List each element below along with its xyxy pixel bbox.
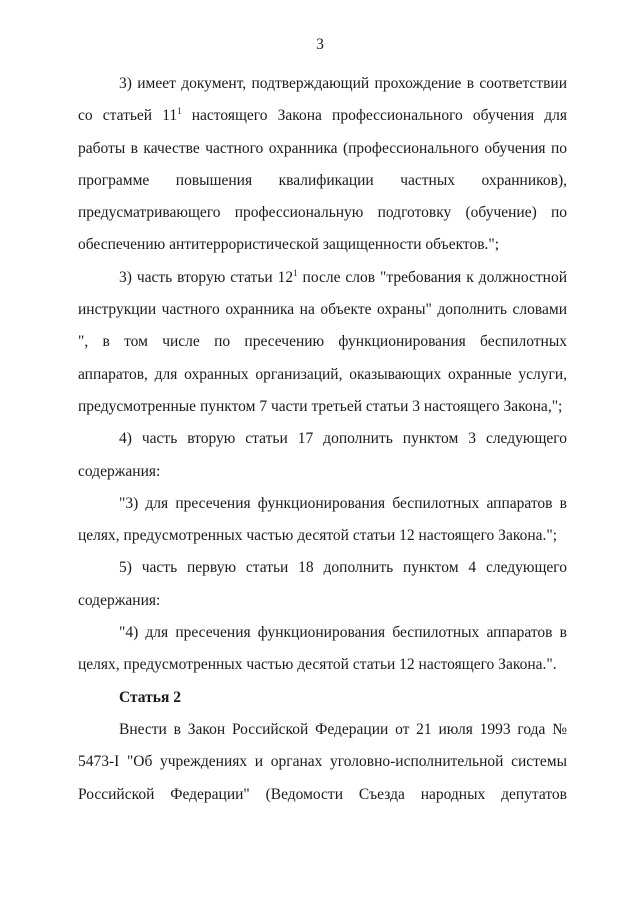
paragraph-text: 5) часть первую статьи 18 дополнить пунктом 4 следующего содержания: bbox=[78, 559, 567, 609]
paragraph-text: "4) для пресечения функционирования беспилотных аппаратов в целях, предусмотренных частью десятой статьи 12 настоящего Закона.". bbox=[78, 624, 567, 674]
paragraph-text: настоящего Закона профессионального обучения для работы в качестве частного охранника (профессионального обучения по программе повышения квалификации частных охранников), предусматривающего профессиональную подготовку (обучение) по обеспечению антитеррористической защищенности объектов."; bbox=[78, 107, 567, 254]
page-number: 3 bbox=[316, 36, 324, 53]
paragraph-item-5-article-18-amendment bbox=[78, 552, 567, 617]
paragraph-text: после слов "требования к должностной инструкции частного охранника на объекте охраны" дополнить словами ", в том числе по пресечению функционирования беспилотных аппаратов, для охранных организаций, оказывающих охранные услуги, предусмотренные пунктом 7 части третьей статьи 3 настоящего Закона,"; bbox=[78, 268, 567, 415]
document-body bbox=[78, 68, 567, 811]
article-heading: Статья 2 bbox=[119, 688, 181, 706]
paragraph-text: 4) часть вторую статьи 17 дополнить пунктом 3 следующего содержания: bbox=[78, 430, 567, 480]
paragraph-text: 3) часть вторую статьи 12 bbox=[119, 268, 294, 286]
paragraph-item-4-article-17-amendment bbox=[78, 423, 567, 488]
superscript-index: 1 bbox=[177, 106, 182, 117]
paragraph-item-3-training-document bbox=[78, 68, 567, 262]
paragraph-quoted-item-4 bbox=[78, 617, 567, 682]
paragraph-item-3-article-12-amendment bbox=[78, 262, 567, 423]
paragraph-article-2-intro: Внести в Закон Российской Федерации от 21 июля 1993 года № 5473-I "Об учреждениях и органах уголовно-исполнительной системы Российской Федерации" (Ведомости Съезда народных депутатов bbox=[78, 720, 567, 803]
paragraph-text: "3) для пресечения функционирования беспилотных аппаратов в целях, предусмотренных частью десятой статьи 12 настоящего Закона."; bbox=[78, 494, 567, 545]
paragraph-text: 3) имеет документ, подтверждающий прохождение в соответствии со статьей 11 bbox=[78, 75, 567, 125]
paragraph-quoted-item-3 bbox=[78, 488, 567, 553]
superscript-index: 1 bbox=[293, 267, 298, 278]
